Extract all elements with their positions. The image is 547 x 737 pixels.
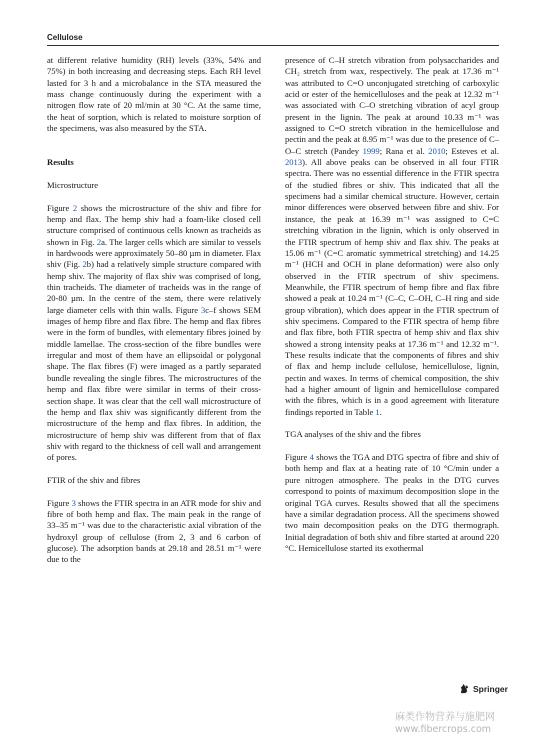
tga-paragraph: Figure 4 shows the TGA and DTG spectra of fibre and shiv of both hemp and flax at a heating rate of 10 °C/min under a pure nitrogen atmosphere. The peaks in the DTG curves correspond to points of maximum decomposition slope in the original TGA curves. Results showed that all the specimens have a similar degradation process. All the specimens showed two main decomposition peaks on the DTG thermograph. Initial degradation of both shiv and fibre started at around 220 °C. Hemicellulose started its exothermal — [285, 452, 500, 553]
tga-heading: TGA analyses of the shiv and the fibres — [285, 429, 421, 440]
header-rule — [47, 45, 499, 46]
table-1-link[interactable]: 1 — [375, 406, 380, 417]
ftir-heading: FTIR of the shiv and fibres — [47, 474, 141, 485]
intro-paragraph: at different relative humidity (RH) levels (33%, 54% and 75%) in both increasing and decreasing steps. Each RH level lasted for 3 h and a microbalance in the STA measured the mass change continuously during the experiment with a nitrogen flow rate of 20 ml/min at 30 °C. At the same time, the heat of sorption, which is related to moisture sorption of the specimens, was also measured by the STA. — [47, 55, 261, 134]
publisher-name: Springer — [473, 683, 508, 694]
figure-2-link[interactable]: 2 — [72, 202, 78, 213]
microstructure-paragraph: Figure 2 shows the microstructure of the shiv and fibre for hemp and flax. The hemp shiv had a foam-like closed cell structure comprised of continuous cells known as tracheids as shown in Fig. 2a. The larger cells which are similar to vessels in hardwoods were approximately 50–80 µm in diameter. Flax shiv (Fig. 2b) had a relatively simple structure compared with hemp shiv. The majority of flax shiv was comprised of long, thin tracheids. The diameter of tracheids was in the range of 20-80 µm. In the centre of the stem, there were relatively large diameter cells with thin walls. Figure 3c–f shows SEM images of hemp fibre and flax fibre. The hemp and flax fibres were in the form of bundles, with elementary fibres joined by middle lamellae. The cross-section of the fibre bundles were irregular and most of them have an ellipsoidal or polygonal shape. The flax fibres (F) were imaged as a partly separated bundle revealing the single fibres. The microstructures of the hemp and flax fibre were similar in terms of their cross-section shape. It was clear that the cell wall microstructure of the hemp and flax shiv was significantly different from the microstructure of the hemp and flax fibres. In addition, the microstructure of hemp shiv was different from that of flax shiv with regard to the thickness of cell wall and arrangement of pores. — [47, 202, 261, 463]
figure-3-link[interactable]: 3 — [71, 497, 76, 508]
results-heading: Results — [47, 157, 74, 168]
left-column — [47, 55, 261, 566]
watermark-site-name: 麻类作物营养与施肥网 — [395, 712, 495, 723]
microstructure-heading: Microstructure — [47, 179, 99, 190]
citation-esteves-2013[interactable]: 2013 — [285, 157, 303, 168]
right-column — [285, 55, 499, 554]
watermark-url: www.fibercrops.com — [395, 724, 492, 735]
figure-2a-link[interactable]: 2 — [96, 236, 102, 247]
running-head: Cellulose — [47, 33, 83, 42]
figure-2b-link[interactable]: 2 — [82, 259, 87, 270]
springer-horse-icon — [459, 683, 470, 694]
publisher-logo — [459, 683, 508, 694]
citation-pandey-1999[interactable]: 1999 — [362, 145, 380, 156]
figure-4-link[interactable]: 4 — [309, 452, 314, 463]
citation-rana-2010[interactable]: 2010 — [428, 145, 446, 156]
figure-3c-link[interactable]: 3 — [200, 304, 206, 315]
ftir-paragraph: Figure 3 shows the FTIR spectra in an ATR mode for shiv and fibre of both hemp and flax. The main peak in the range of 33–35 m⁻¹ was due to the characteristic axial vibration of the hydroxyl group of cellulose (from 2, 3 and 6 carbon of glucose). The adsorption bands at 29.18 and 28.51 m⁻¹ were due to the — [47, 497, 261, 565]
site-watermark — [395, 708, 495, 735]
ftir-continued-paragraph: presence of C–H stretch vibration from polysaccharides and CH₂ stretch from wax, respectively. The peak at 17.36 m⁻¹ was attributed to C=O unconjugated stretching of carboxylic acid or ester of the hemicelluloses and the peak at 12.32 m⁻¹ was associated with C–O stretching vibration of acyl group present in the lignin. The peak at around 10.33 m⁻¹ was assigned to C=O stretch vibration in the hemicellulose and pectin and the peak at 8.95 m⁻¹ was due to the presence of C–O–C stretch (Pandey 1999; Rana et al. 2010; Esteves et al. 2013). All above peaks can be observed in all four FTIR spectra. There was no essential difference in the FTIR spectra of the studied fibres or shiv. This indicated that all the specimens had a similar chemical structure. However, certain minor differences were observed between fibre and shiv. For instance, the peak at 16.39 m⁻¹ was assigned to C=C stretching vibration in the lignin, which is only observed in the FTIR spectrum of hemp shiv and flax shiv. The peaks at 15.06 m⁻¹ (C=C aromatic symmetrical stretching) and 14.25 m⁻¹ (HCH and OCH in plane deformation) were also only observed in the FTIR spectrum of shiv specimens. Meanwhile, the FTIR spectrum of hemp fibre and flax fibre showed a peak at 10.24 m⁻¹ (C–C, C–OH, C–H ring and side group vibration), which does appear in the FTIR spectrum of shiv specimens. Compared to the FTIR spectra of hemp fibre and flax fibre, both FTIR spectra of hemp shiv and flax shiv showed a strong intensity peaks at 17.36 m⁻¹ and 12.32 m⁻¹. These results indicate that the components of fibres and shiv of flax and hemp include cellulose, hemicellulose, lignin, pectin and waxes. In terms of chemical composition, the shiv had a higher amount of lignin and hemicellulose compared with the fibres, which is in a good agreement with literature findings reported in Table 1. — [285, 55, 499, 417]
